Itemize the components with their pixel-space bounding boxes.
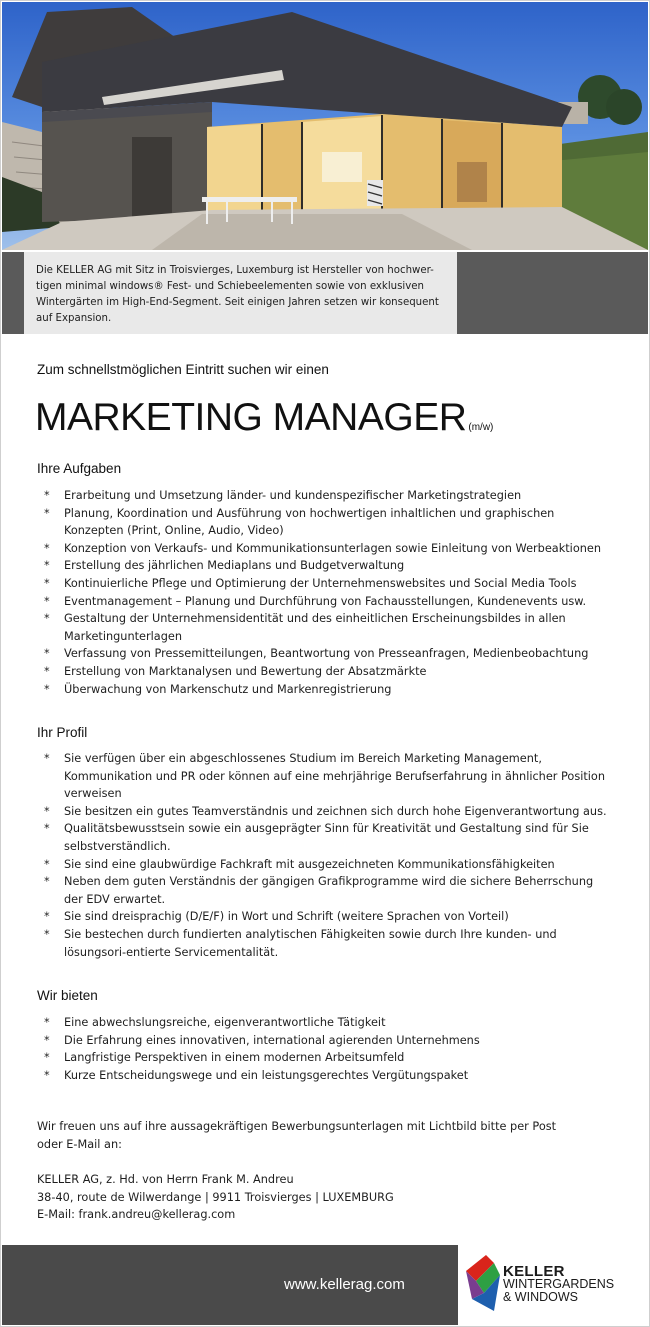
profil-list [42,750,612,961]
list-item: * Qualitätsbewusstsein sowie ein ausgeprägter Sinn für Kreativität und Gestaltung sind für Sie selbstverständlich. [42,820,612,855]
list-item: * Neben dem guten Verständnis der gängigen Grafikprogramme wird die sichere Beherrschung der EDV erwartet. [42,873,612,908]
invite-line: oder E-Mail an: [37,1137,122,1151]
job-title [35,394,493,452]
application-invite [37,1118,556,1153]
list-item: * Erstellung des jährlichen Mediaplans und Budgetverwaltung [42,557,612,575]
company-intro: Die KELLER AG mit Sitz in Troisvierges, Luxemburg ist Hersteller von hochwer-tigen minimal windows® Fest- und Schiebeelementen sowie von exklusiven Wintergärten im High-End-Segment. Seit einigen Jahren setzen wir konsequent auf Expansion. [24,252,457,334]
list-item: * Erstellung von Marktanalysen und Bewertung der Absatzmärkte [42,663,612,681]
list-item: * Eine abwechslungsreiche, eigenverantwortliche Tätigkeit [42,1014,612,1032]
list-item: * Langfristige Perspektiven in einem modernen Arbeitsumfeld [42,1049,612,1067]
address-line: KELLER AG, z. Hd. von Herrn Frank M. Andreu [37,1173,294,1186]
logo-line: KELLER [503,1263,565,1280]
address-line: 38-40, route de Wilwerdange | 9911 Troisvierges | LUXEMBURG [37,1190,394,1204]
invite-line: Wir freuen uns auf ihre aussagekräftigen Bewerbungsunterlagen mit Lichtbild bitte per Post [37,1120,557,1133]
list-item: * Konzeption von Verkaufs- und Kommunikationsunterlagen sowie Einleitung von Werbeaktionen [42,540,612,558]
aufgaben-list [42,487,612,698]
section-title-aufgaben: Ihre Aufgaben [37,461,122,476]
job-title-text: MARKETING MANAGER [35,396,467,439]
list-item: * Sie verfügen über ein abgeschlossenes Studium im Bereich Marketing Management, Kommunikation und PR oder können auf eine mehrjährige Berufserfahrung in ähnlicher Position verweisen [42,750,612,803]
list-item: * Kontinuierliche Pflege und Optimierung der Unternehmenswebsites und Social Media Tools [42,575,612,593]
hero-image [2,2,648,250]
list-item: * Planung, Koordination und Ausführung von hochwertigen inhaltlichen und graphischen Konzepten (Print, Online, Audio, Video) [42,505,612,540]
section-title-bieten: Wir bieten [37,988,98,1003]
job-title-suffix: (m/w) [468,422,494,433]
list-item: * Erarbeitung und Umsetzung länder- und kundenspezifischer Marketingstrategien [42,487,612,505]
list-item: * Sie bestechen durch fundierten analytischen Fähigkeiten sowie durch Ihre kunden- und lösungsori-entierte Servicementalität. [42,926,612,961]
list-item: * Die Erfahrung eines innovativen, international agierenden Unternehmens [42,1032,612,1050]
lead-text: Zum schnellstmöglichen Eintritt suchen wir einen [37,362,329,377]
list-item: * Gestaltung der Unternehmensidentität und des einheitlichen Erscheinungsbildes in allen Marketingunterlagen [42,610,612,645]
list-item: * Sie besitzen ein gutes Teamverständnis und zeichnen sich durch hohe Eigenverantwortung aus. [42,803,612,821]
list-item: * Sie sind dreisprachig (D/E/F) in Wort und Schrift (weitere Sprachen von Vorteil) [42,908,612,926]
list-item: * Verfassung von Pressemitteilungen, Beantwortung von Presseanfragen, Medienbeobachtung [42,645,612,663]
logo-wordmark [503,1265,614,1304]
logo-line: WINTERGARDENS [503,1277,615,1291]
email-line[interactable]: E-Mail: frank.andreu@kellerag.com [37,1208,236,1222]
logo-mark-icon [464,1253,504,1315]
section-title-profil: Ihr Profil [37,725,88,740]
contact-address [37,1171,394,1224]
list-item: * Sie sind eine glaubwürdige Fachkraft mit ausgezeichneten Kommunikationsfähigkeiten [42,856,612,874]
list-item: * Kurze Entscheidungswege und ein leistungsgerechtes Vergütungspaket [42,1067,612,1085]
list-item: * Überwachung von Markenschutz und Markenregistrierung [42,681,612,699]
website-link[interactable]: www.kellerag.com [284,1276,405,1293]
keller-logo [458,1245,648,1325]
logo-line: & WINDOWS [503,1290,578,1304]
list-item: * Eventmanagement – Planung und Durchführung von Fachausstellungen, Kundenevents usw. [42,593,612,611]
bieten-list [42,1014,612,1084]
